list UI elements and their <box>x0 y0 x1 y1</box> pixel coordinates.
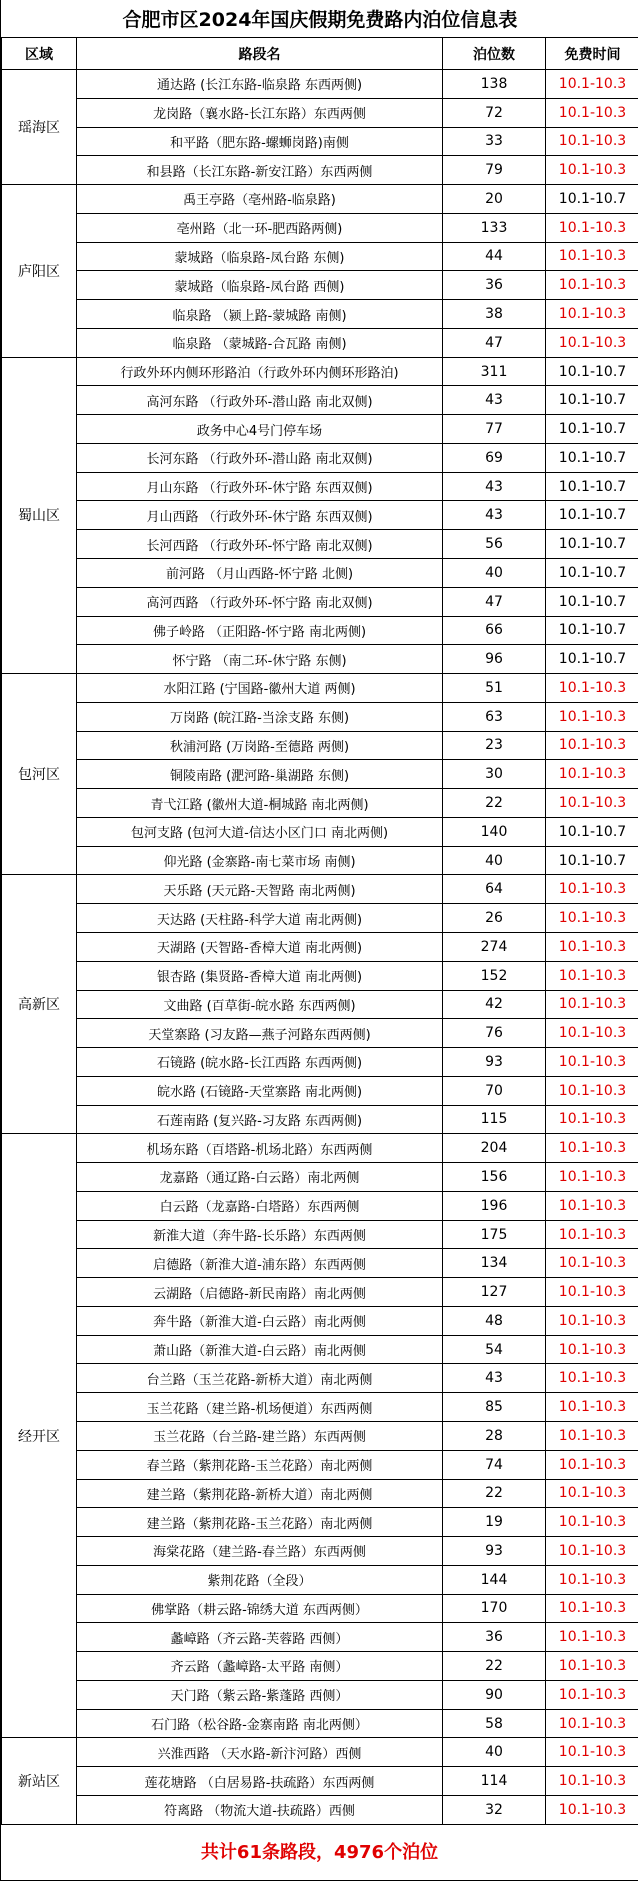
table-row <box>2 1163 638 1192</box>
road-cell: 蠡嶂路（齐云路-芙蓉路 西侧） <box>77 1623 443 1652</box>
table-row <box>2 1019 638 1048</box>
road-cell: 月山西路 （行政外环-休宁路 东西双侧) <box>77 501 443 530</box>
free-time-cell: 10.1-10.3 <box>546 1163 638 1192</box>
count-cell: 56 <box>443 530 546 559</box>
header-time: 免费时间 <box>546 38 638 70</box>
count-cell: 76 <box>443 1019 546 1048</box>
road-cell: 行政外环内侧环形路泊（行政外环内侧环形路泊) <box>77 357 443 386</box>
table-row <box>2 559 638 588</box>
free-time-cell: 10.1-10.3 <box>546 98 638 127</box>
table-row <box>2 1738 638 1767</box>
road-cell: 蒙城路（临泉路-凤台路 东侧) <box>77 242 443 271</box>
table-row <box>2 616 638 645</box>
road-cell: 月山东路 （行政外环-休宁路 东西双侧) <box>77 472 443 501</box>
road-cell: 龙嘉路（通辽路-白云路）南北两侧 <box>77 1163 443 1192</box>
road-cell: 佛子岭路 （正阳路-怀宁路 南北两侧) <box>77 616 443 645</box>
count-cell: 115 <box>443 1105 546 1134</box>
table-row <box>2 70 638 99</box>
count-cell: 77 <box>443 415 546 444</box>
table-row <box>2 1565 638 1594</box>
road-cell: 通达路 (长江东路-临泉路 东西两侧) <box>77 70 443 99</box>
count-cell: 48 <box>443 1306 546 1335</box>
count-cell: 36 <box>443 1623 546 1652</box>
road-cell: 天湖路 (天智路-香樟大道 南北两侧) <box>77 932 443 961</box>
road-cell: 莲花塘路 （白居易路-扶疏路）东西两侧 <box>77 1767 443 1796</box>
table-row <box>2 1537 638 1566</box>
free-time-cell: 10.1-10.3 <box>546 1364 638 1393</box>
free-time-cell: 10.1-10.3 <box>546 1249 638 1278</box>
road-cell: 萧山路（新淮大道-白云路）南北两侧 <box>77 1335 443 1364</box>
count-cell: 93 <box>443 1048 546 1077</box>
road-cell: 和县路（长江东路-新安江路）东西两侧 <box>77 156 443 185</box>
table-row <box>2 1680 638 1709</box>
count-cell: 93 <box>443 1537 546 1566</box>
table-row <box>2 817 638 846</box>
free-time-cell: 10.1-10.3 <box>546 1565 638 1594</box>
count-cell: 22 <box>443 789 546 818</box>
count-cell: 170 <box>443 1594 546 1623</box>
free-time-cell: 10.1-10.3 <box>546 1594 638 1623</box>
free-time-cell: 10.1-10.3 <box>546 1278 638 1307</box>
count-cell: 274 <box>443 932 546 961</box>
road-cell: 天堂寨路 (习友路—燕子河路东西两侧) <box>77 1019 443 1048</box>
count-cell: 38 <box>443 300 546 329</box>
count-cell: 140 <box>443 817 546 846</box>
count-cell: 144 <box>443 1565 546 1594</box>
road-cell: 启德路（新淮大道-浦东路）东西两侧 <box>77 1249 443 1278</box>
table-row <box>2 1335 638 1364</box>
road-cell: 兴淮西路 （天水路-新汴河路）西侧 <box>77 1738 443 1767</box>
header-count: 泊位数 <box>443 38 546 70</box>
count-cell: 23 <box>443 731 546 760</box>
count-cell: 47 <box>443 587 546 616</box>
free-time-cell: 10.1-10.7 <box>546 587 638 616</box>
road-cell: 新淮大道（奔牛路-长乐路）东西两侧 <box>77 1220 443 1249</box>
count-cell: 26 <box>443 904 546 933</box>
count-cell: 90 <box>443 1680 546 1709</box>
road-cell: 石镜路 (皖水路-长江西路 东西两侧) <box>77 1048 443 1077</box>
district-cell: 新站区 <box>2 1738 77 1824</box>
table-row <box>2 990 638 1019</box>
table-row <box>2 875 638 904</box>
free-time-cell: 10.1-10.3 <box>546 932 638 961</box>
free-time-cell: 10.1-10.3 <box>546 1508 638 1537</box>
count-cell: 138 <box>443 70 546 99</box>
count-cell: 74 <box>443 1450 546 1479</box>
table-row <box>2 846 638 875</box>
road-cell: 银杏路 (集贤路-香樟大道 南北两侧) <box>77 961 443 990</box>
free-time-cell: 10.1-10.3 <box>546 731 638 760</box>
table-row <box>2 1306 638 1335</box>
table-row <box>2 1249 638 1278</box>
free-time-cell: 10.1-10.3 <box>546 1306 638 1335</box>
count-cell: 133 <box>443 213 546 242</box>
table-row <box>2 1479 638 1508</box>
free-time-cell: 10.1-10.3 <box>546 674 638 703</box>
table-row <box>2 1508 638 1537</box>
table-row <box>2 1220 638 1249</box>
table-row <box>2 961 638 990</box>
table-row <box>2 789 638 818</box>
free-time-cell: 10.1-10.3 <box>546 1335 638 1364</box>
table-row <box>2 328 638 357</box>
header-road: 路段名 <box>77 38 443 70</box>
free-time-cell: 10.1-10.7 <box>546 846 638 875</box>
road-cell: 水阳江路 (宁国路-徽州大道 两侧) <box>77 674 443 703</box>
count-cell: 63 <box>443 702 546 731</box>
road-cell: 云湖路（启德路-新民南路）南北两侧 <box>77 1278 443 1307</box>
road-cell: 海棠花路（建兰路-春兰路）东西两侧 <box>77 1537 443 1566</box>
road-cell: 蒙城路（临泉路-凤台路 西侧) <box>77 271 443 300</box>
count-cell: 43 <box>443 501 546 530</box>
free-time-cell: 10.1-10.3 <box>546 875 638 904</box>
table-row <box>2 1594 638 1623</box>
free-time-cell: 10.1-10.3 <box>546 213 638 242</box>
road-cell: 万岗路 (皖江路-当涂支路 东侧) <box>77 702 443 731</box>
count-cell: 20 <box>443 185 546 214</box>
count-cell: 79 <box>443 156 546 185</box>
road-cell: 皖水路 (石镜路-天堂寨路 南北两侧) <box>77 1076 443 1105</box>
table-row <box>2 1652 638 1681</box>
count-cell: 22 <box>443 1479 546 1508</box>
road-cell: 佛掌路（耕云路-锦绣大道 东西两侧） <box>77 1594 443 1623</box>
road-cell: 和平路（肥东路-螺蛳岗路)南侧 <box>77 127 443 156</box>
free-time-cell: 10.1-10.7 <box>546 443 638 472</box>
table-row <box>2 415 638 444</box>
road-cell: 机场东路（百塔路-机场北路）东西两侧 <box>77 1134 443 1163</box>
count-cell: 40 <box>443 1738 546 1767</box>
road-cell: 长河西路 （行政外环-怀宁路 南北双侧) <box>77 530 443 559</box>
free-time-cell: 10.1-10.7 <box>546 530 638 559</box>
road-cell: 紫荆花路（全段） <box>77 1565 443 1594</box>
count-cell: 311 <box>443 357 546 386</box>
road-cell: 天门路（紫云路-紫蓬路 西侧） <box>77 1680 443 1709</box>
free-time-cell: 10.1-10.7 <box>546 559 638 588</box>
table-row <box>2 242 638 271</box>
count-cell: 70 <box>443 1076 546 1105</box>
count-cell: 30 <box>443 760 546 789</box>
road-cell: 齐云路（蠡嶂路-太平路 南侧） <box>77 1652 443 1681</box>
table-row <box>2 1393 638 1422</box>
table-row <box>2 213 638 242</box>
free-time-cell: 10.1-10.3 <box>546 1738 638 1767</box>
road-cell: 前河路 （月山西路-怀宁路 北侧) <box>77 559 443 588</box>
table-row <box>2 472 638 501</box>
road-cell: 铜陵南路 (淝河路-巢湖路 东侧) <box>77 760 443 789</box>
count-cell: 127 <box>443 1278 546 1307</box>
free-time-cell: 10.1-10.3 <box>546 1450 638 1479</box>
count-cell: 36 <box>443 271 546 300</box>
table-row <box>2 702 638 731</box>
free-time-cell: 10.1-10.3 <box>546 1019 638 1048</box>
free-time-cell: 10.1-10.7 <box>546 472 638 501</box>
table-row <box>2 127 638 156</box>
count-cell: 42 <box>443 990 546 1019</box>
district-cell: 包河区 <box>2 674 77 875</box>
count-cell: 114 <box>443 1767 546 1796</box>
header-district: 区域 <box>2 38 77 70</box>
road-cell: 长河东路 （行政外环-潜山路 南北双侧) <box>77 443 443 472</box>
free-time-cell: 10.1-10.3 <box>546 1393 638 1422</box>
count-cell: 96 <box>443 645 546 674</box>
free-time-cell: 10.1-10.3 <box>546 271 638 300</box>
count-cell: 28 <box>443 1421 546 1450</box>
free-time-cell: 10.1-10.3 <box>546 1680 638 1709</box>
count-cell: 22 <box>443 1652 546 1681</box>
count-cell: 134 <box>443 1249 546 1278</box>
road-cell: 临泉路 （颍上路-蒙城路 南侧) <box>77 300 443 329</box>
count-cell: 43 <box>443 1364 546 1393</box>
road-cell: 怀宁路 （南二环-休宁路 东侧) <box>77 645 443 674</box>
free-time-cell: 10.1-10.3 <box>546 961 638 990</box>
free-time-cell: 10.1-10.3 <box>546 789 638 818</box>
road-cell: 亳州路（北一环-肥西路两侧) <box>77 213 443 242</box>
road-cell: 石莲南路 (复兴路-习友路 东西两侧) <box>77 1105 443 1134</box>
free-time-cell: 10.1-10.7 <box>546 415 638 444</box>
count-cell: 196 <box>443 1191 546 1220</box>
free-time-cell: 10.1-10.3 <box>546 1076 638 1105</box>
table-row <box>2 904 638 933</box>
road-cell: 高河东路 （行政外环-潜山路 南北双侧) <box>77 386 443 415</box>
table-row <box>2 731 638 760</box>
free-time-cell: 10.1-10.3 <box>546 1134 638 1163</box>
table-row <box>2 1134 638 1163</box>
count-cell: 64 <box>443 875 546 904</box>
count-cell: 85 <box>443 1393 546 1422</box>
free-time-cell: 10.1-10.3 <box>546 1105 638 1134</box>
district-cell: 庐阳区 <box>2 185 77 358</box>
table-row <box>2 1709 638 1738</box>
road-cell: 包河支路 (包河大道-信达小区门口 南北两侧) <box>77 817 443 846</box>
road-cell: 龙岗路（襄水路-长江东路）东西两侧 <box>77 98 443 127</box>
count-cell: 33 <box>443 127 546 156</box>
table-row <box>2 1191 638 1220</box>
count-cell: 152 <box>443 961 546 990</box>
road-cell: 白云路（龙嘉路-白塔路）东西两侧 <box>77 1191 443 1220</box>
table-row <box>2 674 638 703</box>
free-time-cell: 10.1-10.3 <box>546 1767 638 1796</box>
count-cell: 156 <box>443 1163 546 1192</box>
table-row <box>2 645 638 674</box>
table-header-row <box>2 38 638 70</box>
road-cell: 仰光路 (金寨路-南七菜市场 南侧) <box>77 846 443 875</box>
free-time-cell: 10.1-10.3 <box>546 702 638 731</box>
table-row <box>2 185 638 214</box>
count-cell: 175 <box>443 1220 546 1249</box>
free-time-cell: 10.1-10.7 <box>546 645 638 674</box>
free-time-cell: 10.1-10.7 <box>546 357 638 386</box>
count-cell: 58 <box>443 1709 546 1738</box>
count-cell: 66 <box>443 616 546 645</box>
road-cell: 秋浦河路 (万岗路-至德路 两侧) <box>77 731 443 760</box>
road-cell: 禹王亭路（亳州路-临泉路) <box>77 185 443 214</box>
table-row <box>2 1623 638 1652</box>
table-row <box>2 1076 638 1105</box>
table-row <box>2 1767 638 1796</box>
free-time-cell: 10.1-10.3 <box>546 1048 638 1077</box>
free-time-cell: 10.1-10.3 <box>546 1191 638 1220</box>
free-time-cell: 10.1-10.3 <box>546 1709 638 1738</box>
count-cell: 51 <box>443 674 546 703</box>
free-time-cell: 10.1-10.3 <box>546 1623 638 1652</box>
count-cell: 204 <box>443 1134 546 1163</box>
count-cell: 47 <box>443 328 546 357</box>
road-cell: 建兰路（紫荆花路-新桥大道）南北两侧 <box>77 1479 443 1508</box>
parking-table <box>1 37 638 1825</box>
free-time-cell: 10.1-10.7 <box>546 185 638 214</box>
road-cell: 春兰路（紫荆花路-玉兰花路）南北两侧 <box>77 1450 443 1479</box>
road-cell: 青弋江路 (徽州大道-桐城路 南北两侧) <box>77 789 443 818</box>
road-cell: 高河西路 （行政外环-怀宁路 南北双侧) <box>77 587 443 616</box>
free-time-cell: 10.1-10.3 <box>546 1652 638 1681</box>
free-time-cell: 10.1-10.3 <box>546 1421 638 1450</box>
road-cell: 玉兰花路（台兰路-建兰路）东西两侧 <box>77 1421 443 1450</box>
table-row <box>2 1278 638 1307</box>
table-row <box>2 1795 638 1824</box>
table-row <box>2 443 638 472</box>
count-cell: 44 <box>443 242 546 271</box>
table-row <box>2 357 638 386</box>
count-cell: 72 <box>443 98 546 127</box>
free-time-cell: 10.1-10.7 <box>546 616 638 645</box>
table-row <box>2 386 638 415</box>
summary-footer: 共计61条路段，4976个泊位 <box>1 1821 638 1881</box>
table-row <box>2 271 638 300</box>
page-title: 合肥市区2024年国庆假期免费路内泊位信息表 <box>122 9 518 31</box>
road-cell: 建兰路（紫荆花路-玉兰花路）南北两侧 <box>77 1508 443 1537</box>
table-body <box>2 70 638 1825</box>
free-time-cell: 10.1-10.3 <box>546 156 638 185</box>
table-row <box>2 1450 638 1479</box>
free-time-cell: 10.1-10.3 <box>546 127 638 156</box>
table-row <box>2 300 638 329</box>
district-cell: 高新区 <box>2 875 77 1134</box>
road-cell: 政务中心4号门停车场 <box>77 415 443 444</box>
district-cell: 经开区 <box>2 1134 77 1738</box>
count-cell: 19 <box>443 1508 546 1537</box>
count-cell: 40 <box>443 846 546 875</box>
free-time-cell: 10.1-10.3 <box>546 1220 638 1249</box>
road-cell: 石门路（松谷路-金寨南路 南北两侧） <box>77 1709 443 1738</box>
table-row <box>2 1364 638 1393</box>
free-time-cell: 10.1-10.7 <box>546 501 638 530</box>
road-cell: 台兰路（玉兰花路-新桥大道）南北两侧 <box>77 1364 443 1393</box>
road-cell: 文曲路 (百草街-皖水路 东西两侧) <box>77 990 443 1019</box>
table-row <box>2 501 638 530</box>
table-row <box>2 1048 638 1077</box>
count-cell: 43 <box>443 386 546 415</box>
free-time-cell: 10.1-10.3 <box>546 1537 638 1566</box>
table-row <box>2 530 638 559</box>
free-time-cell: 10.1-10.7 <box>546 386 638 415</box>
count-cell: 69 <box>443 443 546 472</box>
free-time-cell: 10.1-10.3 <box>546 70 638 99</box>
table-row <box>2 760 638 789</box>
free-time-cell: 10.1-10.3 <box>546 300 638 329</box>
count-cell: 54 <box>443 1335 546 1364</box>
road-cell: 奔牛路（新淮大道-白云路）南北两侧 <box>77 1306 443 1335</box>
free-time-cell: 10.1-10.7 <box>546 817 638 846</box>
road-cell: 玉兰花路（建兰路-机场便道）东西两侧 <box>77 1393 443 1422</box>
free-time-cell: 10.1-10.3 <box>546 1479 638 1508</box>
count-cell: 43 <box>443 472 546 501</box>
district-cell: 蜀山区 <box>2 357 77 673</box>
free-time-cell: 10.1-10.3 <box>546 242 638 271</box>
table-row <box>2 1421 638 1450</box>
count-cell: 32 <box>443 1795 546 1824</box>
free-time-cell: 10.1-10.3 <box>546 1795 638 1824</box>
free-time-cell: 10.1-10.3 <box>546 328 638 357</box>
free-time-cell: 10.1-10.3 <box>546 760 638 789</box>
count-cell: 40 <box>443 559 546 588</box>
table-row <box>2 98 638 127</box>
road-cell: 天乐路 (天元路-天智路 南北两侧) <box>77 875 443 904</box>
table-row <box>2 156 638 185</box>
district-cell: 瑶海区 <box>2 70 77 185</box>
table-row <box>2 1105 638 1134</box>
road-cell: 临泉路 （蒙城路-合瓦路 南侧) <box>77 328 443 357</box>
road-cell: 符离路 （物流大道-扶疏路）西侧 <box>77 1795 443 1824</box>
road-cell: 天达路 (天柱路-科学大道 南北两侧) <box>77 904 443 933</box>
table-row <box>2 932 638 961</box>
free-time-cell: 10.1-10.3 <box>546 990 638 1019</box>
table-row <box>2 587 638 616</box>
free-time-cell: 10.1-10.3 <box>546 904 638 933</box>
